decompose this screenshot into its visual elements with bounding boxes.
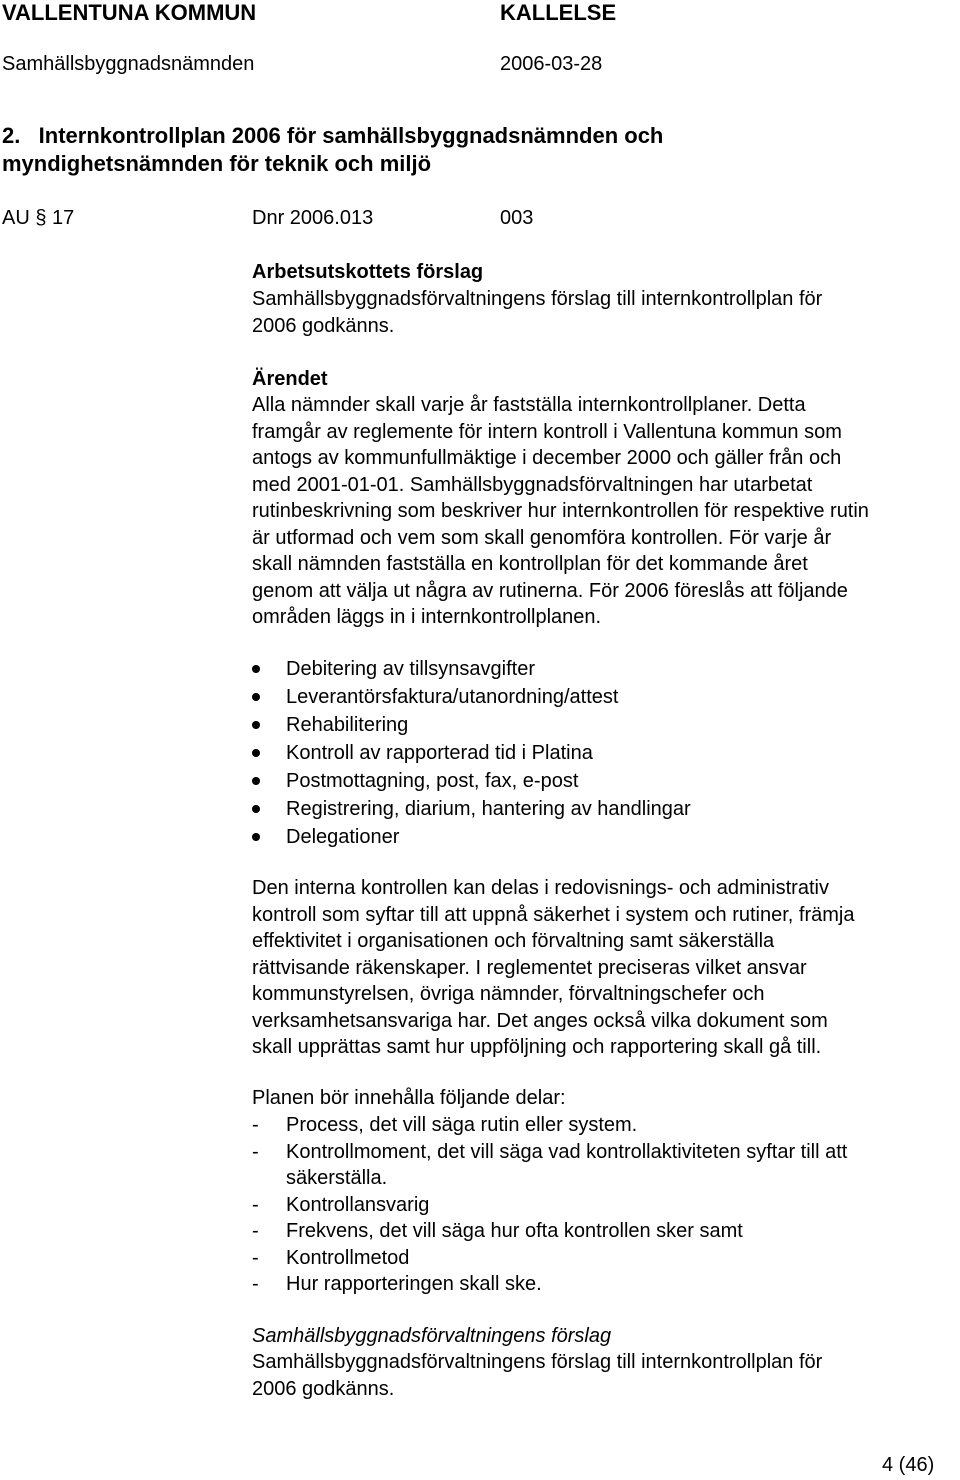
bullet-icon [252,721,260,729]
area-bullet-list [252,655,691,851]
text-line: kontroll som syftar till att uppnå säkerhet i system och rutiner, främja [252,903,855,926]
text-line: genom att välja ut några av rutinerna. För 2006 föreslås att följande [252,579,848,602]
text-line: med 2001-01-01. Samhällsbyggnadsförvaltningen har utarbetat [252,473,813,496]
list-item: - Kontrollansvarig [252,1193,430,1216]
bullet-icon [252,833,260,841]
text-line: Alla nämnder skall varje år fastställa internkontrollplaner. Detta [252,394,806,416]
doc-type: KALLELSE [500,0,617,25]
text-line: skall upprättas samt hur uppföljning och rapportering skall gå till. [252,1036,822,1058]
text-line: områden läggs in i internkontrollplanen. [252,606,602,628]
meeting-date: 2006-03-28 [500,53,603,75]
proposal-heading: Arbetsutskottets förslag [252,261,484,283]
plan-parts-list [252,1112,847,1298]
matter-text [252,392,869,631]
text-line: är utformad och vem som skall genomföra kontrollen. För varje år [252,526,832,549]
page-number: 4 (46) [882,1454,935,1476]
admin-proposal-heading: Samhällsbyggnadsförvaltningens förslag [252,1325,612,1347]
item-title-line2: myndighetsnämnden för teknik och miljö [2,151,432,176]
list-item: - Hur rapporteringen skall ske. [252,1273,542,1295]
list-item: Delegationer [252,823,691,851]
internal-control-text [252,875,854,1061]
text-line: effektivitet i organisationen och förvaltning samt säkerställa [252,930,775,952]
list-item: Debitering av tillsynsavgifter [252,655,691,683]
plan-intro: Planen bör innehålla följande delar: [252,1087,566,1109]
text-line: framgår av reglemente för intern kontroll i Vallentuna kommun som [252,420,842,443]
text-line: kommunstyrelsen, övriga nämnder, förvaltningschefer och [252,983,765,1005]
text-line: rättvisande räkenskaper. I reglementet preciseras vilket ansvar [252,956,807,979]
matter-heading: Ärendet [252,368,328,390]
text-line: 2006 godkänns. [252,314,395,337]
item-title-line1: 2. Internkontrollplan 2006 för samhällsbyggnadsnämnden och [2,123,664,148]
list-item: Leverantörsfaktura/utanordning/attest [252,683,691,711]
list-item: Kontroll av rapporterad tid i Platina [252,739,691,767]
text-line: verksamhetsansvariga har. Det anges också vilka dokument som [252,1009,828,1032]
bullet-icon [252,693,260,701]
org-name: VALLENTUNA KOMMUN [2,0,257,25]
ref-number: 003 [500,207,534,229]
board-name: Samhällsbyggnadsnämnden [2,53,255,75]
list-item: - Frekvens, det vill säga hur ofta kontrollen sker samt [252,1220,743,1242]
list-item: Postmottagning, post, fax, e-post [252,767,691,795]
list-item: - Process, det vill säga rutin eller system. [252,1114,638,1136]
text-line: skall nämnden fastställa en kontrollplan för det kommande året [252,553,808,575]
list-item: Rehabilitering [252,711,691,739]
text-line: antogs av kommunfullmäktige i december 2000 och gäller från och [252,447,842,469]
text-line: Samhällsbyggnadsförvaltningens förslag till internkontrollplan för [252,1351,823,1373]
text-line: 2006 godkänns. [252,1377,395,1400]
list-item: - Kontrollmetod [252,1246,410,1269]
text-line: Den interna kontrollen kan delas i redovisnings- och administrativ [252,877,829,899]
text-line: rutinbeskrivning som beskriver hur internkontrollen för respektive rutin [252,500,869,522]
admin-proposal-text [252,1349,822,1402]
ref-dnr: Dnr 2006.013 [252,207,374,229]
list-item: Registrering, diarium, hantering av handlingar [252,795,691,823]
bullet-icon [252,777,260,785]
bullet-icon [252,749,260,757]
bullet-icon [252,805,260,813]
bullet-icon [252,665,260,673]
ref-au: AU § 17 [2,207,75,229]
text-line: Samhällsbyggnadsförvaltningens förslag till internkontrollplan för [252,288,823,310]
proposal-text [252,286,822,339]
list-item: - Kontrollmoment, det vill säga vad kontrollaktiviteten syftar till att säkerställa. [252,1140,848,1189]
